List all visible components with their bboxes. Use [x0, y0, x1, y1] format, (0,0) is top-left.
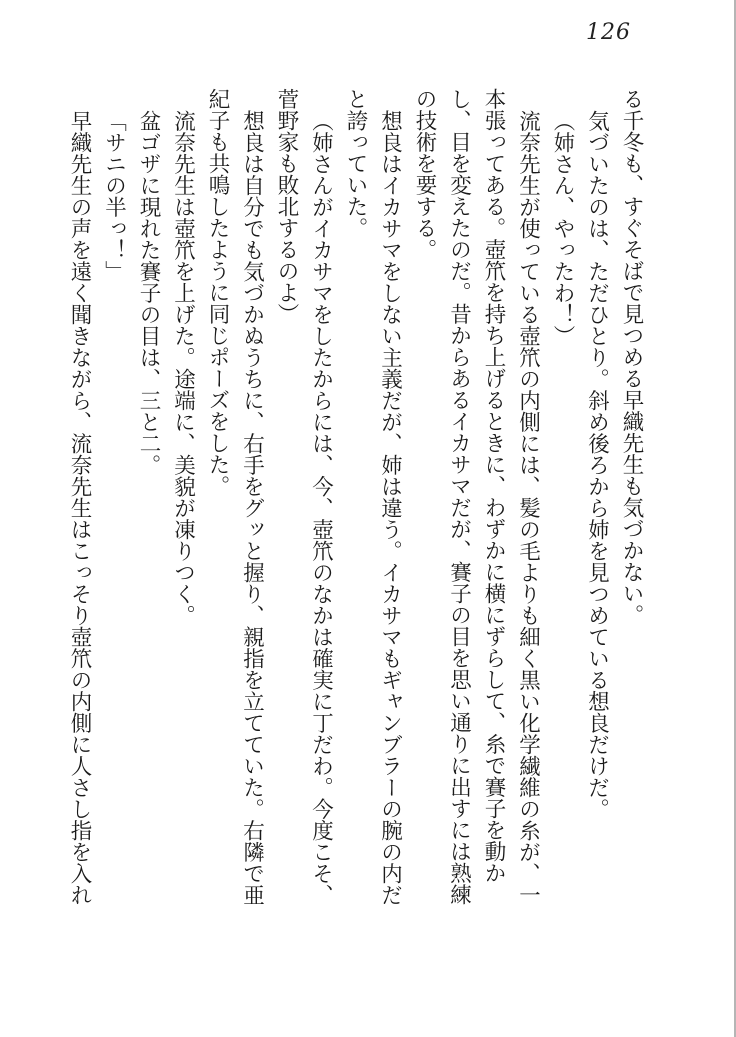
paragraph-inner-monologue: （姉さんがイカサマをしたからには、今、壺笊のなかは確実に丁だわ。今度こそ、菅野家も敗北するのよ）: [274, 88, 334, 905]
paragraph-inner-monologue: （姉さん、やったわ！）: [550, 109, 575, 346]
paragraph: る千冬も、すぐそばで見つめる早織先生も気づかない。: [619, 88, 644, 626]
paragraph: 流奈先生は壺笊を上げた。途端に、美貌が凍りつく。: [170, 109, 196, 626]
paragraph: 想良はイカサマをしない主義だが、姉は違う。イカサマもギャンブラーの腕の内だと誇っていた。: [343, 88, 403, 905]
vertical-text-block: [67, 88, 648, 906]
paragraph-dialogue: 「サニの半っ！」: [101, 109, 127, 282]
paragraph: 流奈先生が使っている壺笊の内側には、髪の毛よりも細く黒い化学繊維の糸が、一本張ってある。壺笊を持ち上げるときに、わずかに横にずらして、糸で賽子を動かし、目を変えたのだ。昔からあるイカサマだが、賽子の目を思い通りに出すには熟練の技術を要する。: [412, 88, 541, 905]
paragraph: 盆ゴザに現れた賽子の目は、三と二。: [136, 109, 161, 475]
paragraph: 想良は自分でも気づかぬうちに、右手をグッと握り、親指を立てていた。右隣で亜紀子も共鳴したように同じポーズをした。: [205, 88, 265, 905]
paragraph: 気づいたのは、ただひとり。斜め後ろから姉を見つめている想良だけだ。: [584, 109, 610, 819]
paragraph: 早織先生の声を遠く聞きながら、流奈先生はこっそり壺笊の内側に人さし指を入れ: [67, 109, 92, 905]
page-number: 126: [586, 20, 631, 45]
